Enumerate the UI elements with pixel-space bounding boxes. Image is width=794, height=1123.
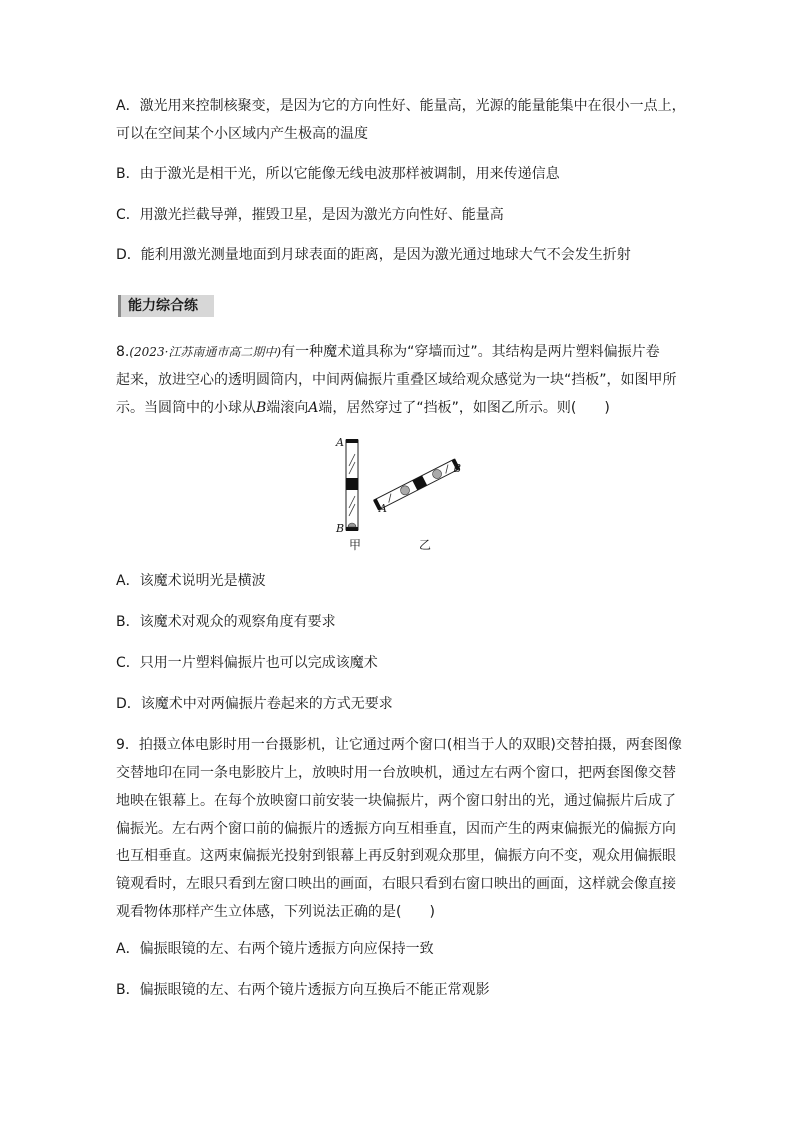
q8-option-c: C．只用一片塑料偏振片也可以完成该魔术	[116, 655, 378, 671]
q9-stem-line3: 地映在银幕上。在每个放映窗口前安装一块偏振片，两个窗口射出的光，通过偏振片后成了	[116, 793, 676, 809]
q8-option-b: B．该魔术对观众的观察角度有要求	[116, 614, 336, 630]
var-a: A	[308, 400, 319, 416]
tube-jia-end-b	[346, 527, 358, 531]
caption-yi: 乙	[419, 538, 432, 552]
tube-jia	[346, 439, 358, 531]
q9-option-b: B．偏振眼镜的左、右两个镜片透振方向互换后不能正常观影	[116, 982, 490, 998]
tube-jia-end-a	[346, 439, 358, 443]
q9-stem-line7: 观看物体那样产生立体感，下列说法正确的是( )	[116, 904, 435, 920]
q9-stem-line1: 9．拍摄立体电影时用一台摄影机，让它通过两个窗口(相当于人的双眼)交替拍摄，两套图像	[116, 737, 682, 753]
q9-stem-line4: 偏振光。左右两个窗口前的偏振片的透振方向互相垂直，因而产生的两束偏振光的偏振方向	[116, 821, 676, 837]
q9-option-a: A．偏振眼镜的左、右两个镜片透振方向应保持一致	[116, 941, 434, 957]
label-a-yi: A	[379, 502, 387, 515]
q9-stem-line5: 也互相垂直。这两束偏振光投射到银幕上再反射到观众那里，偏振方向不变，观众用偏振眼	[116, 848, 676, 864]
q7-option-a-line1: A．激光用来控制核聚变，是因为它的方向性好、能量高，光源的能量能集中在很小一点上，	[116, 98, 686, 114]
q7-option-b: B．由于激光是相干光，所以它能像无线电波那样被调制，用来传递信息	[116, 166, 560, 182]
q9-stem-line6: 镜观看时，左眼只看到左窗口映出的画面，右眼只看到右窗口映出的画面，这样就会像直接	[116, 876, 676, 892]
q7-option-d: D．能利用激光测量地面到月球表面的距离，是因为激光通过地球大气不会发生折射	[116, 247, 631, 263]
q8-stem-line1-text: 有一种魔术道具称为“穿墙而过”。其结构是两片塑料偏振片卷	[281, 344, 660, 360]
label-b-jia: B	[336, 522, 345, 535]
q8-stem-line2: 起来，放进空心的透明圆筒内，中间两偏振片重叠区域给观众感觉为一块“挡板”，如图甲所	[116, 372, 677, 388]
caption-jia: 甲	[349, 538, 362, 552]
q8-figure	[330, 434, 470, 552]
q8-source: (2023·江苏南通市高二期中)	[129, 345, 282, 359]
tube-jia-barrier	[346, 478, 358, 490]
q8-figure-diagram	[330, 434, 470, 552]
label-a-jia: A	[336, 436, 344, 449]
q8-stem-line1	[116, 342, 660, 362]
q8-option-d: D．该魔术中对两偏振片卷起来的方式无要求	[116, 696, 393, 712]
section-header	[118, 295, 214, 317]
q8-number: 8.	[116, 344, 130, 360]
q8-option-a: A．该魔术说明光是横波	[116, 573, 266, 589]
q7-option-a-line2: 可以在空间某个小区域内产生极高的温度	[116, 126, 368, 142]
label-b-yi: B	[453, 462, 462, 475]
section-marker-bar	[118, 295, 121, 317]
q7-option-c: C．用激光拦截导弹，摧毁卫星，是因为激光方向性好、能量高	[116, 207, 504, 223]
var-b: B	[256, 400, 267, 416]
q9-stem-line2: 交替地印在同一条电影胶片上，放映时用一台放映机，通过左右两个窗口，把两套图像交替	[116, 765, 676, 781]
q8-stem-line3: 示。当圆筒中的小球从B端滚向A端，居然穿过了“挡板”，如图乙所示。则( )	[116, 400, 610, 416]
section-title: 能力综合练	[128, 298, 198, 314]
